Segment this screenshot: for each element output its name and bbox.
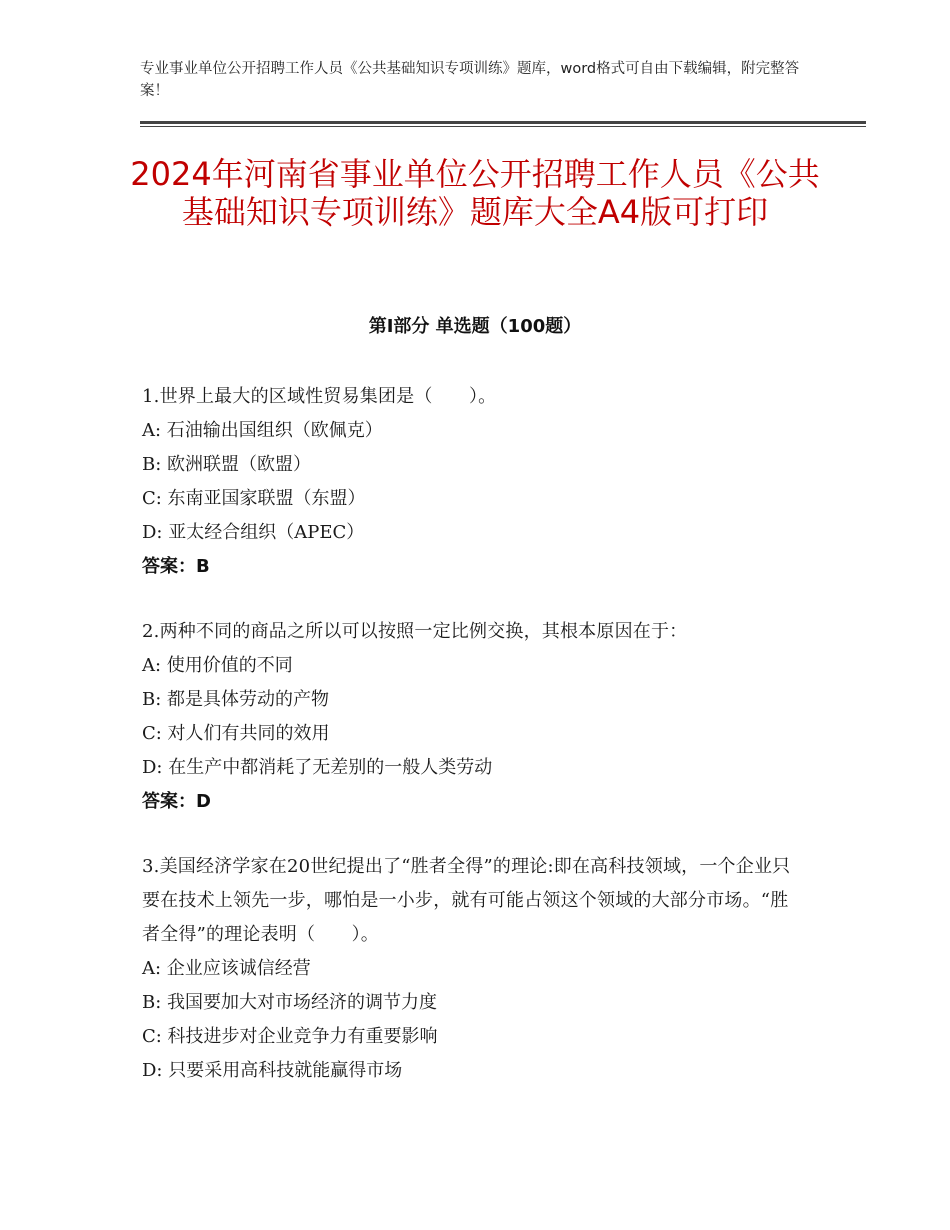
question-stem: 2.两种不同的商品之所以可以按照一定比例交换，其根本原因在于： <box>142 621 688 642</box>
option-b: B: 我国要加大对市场经济的调节力度 <box>142 992 438 1013</box>
option-b: B: 欧洲联盟（欧盟） <box>142 454 312 475</box>
question-stem: 3.美国经济学家在20世纪提出了“胜者全得”的理论:即在高科技领域，一个企业只要在技术上领先一步，哪怕是一小步，就有可能占领这个领域的大部分市场。“胜者全得”的理论表明（ ）。 <box>142 856 791 945</box>
option-d: D: 亚太经合组织（APEC） <box>142 522 365 543</box>
option-a: A: 使用价值的不同 <box>142 655 293 676</box>
document-title: 2024年河南省事业单位公开招聘工作人员《公共基础知识专项训练》题库大全A4版可打印 <box>130 155 820 231</box>
header-divider-thin <box>140 126 866 127</box>
question-1 <box>142 380 812 584</box>
option-a: A: 石油输出国组织（欧佩克） <box>142 420 383 441</box>
header-divider <box>140 121 866 124</box>
option-d: D: 只要采用高科技就能赢得市场 <box>142 1060 403 1081</box>
option-a: A: 企业应该诚信经营 <box>142 958 311 979</box>
option-c: C: 对人们有共同的效用 <box>142 723 330 744</box>
option-c: C: 东南亚国家联盟（东盟） <box>142 488 366 509</box>
question-list <box>142 380 812 1119</box>
option-c: C: 科技进步对企业竞争力有重要影响 <box>142 1026 438 1047</box>
section-title: 第Ⅰ部分 单选题（100题） <box>368 316 582 337</box>
question-2 <box>142 615 812 819</box>
option-b: B: 都是具体劳动的产物 <box>142 689 330 710</box>
question-stem: 1.世界上最大的区域性贸易集团是（ ）。 <box>142 386 497 407</box>
header-note: 专业事业单位公开招聘工作人员《公共基础知识专项训练》题库，word格式可自由下载编辑，附完整答案！ <box>140 61 800 99</box>
answer-label: 答案：D <box>142 791 211 812</box>
answer-label: 答案：B <box>142 556 210 577</box>
option-d: D: 在生产中都消耗了无差别的一般人类劳动 <box>142 757 493 778</box>
question-3 <box>142 850 812 1088</box>
